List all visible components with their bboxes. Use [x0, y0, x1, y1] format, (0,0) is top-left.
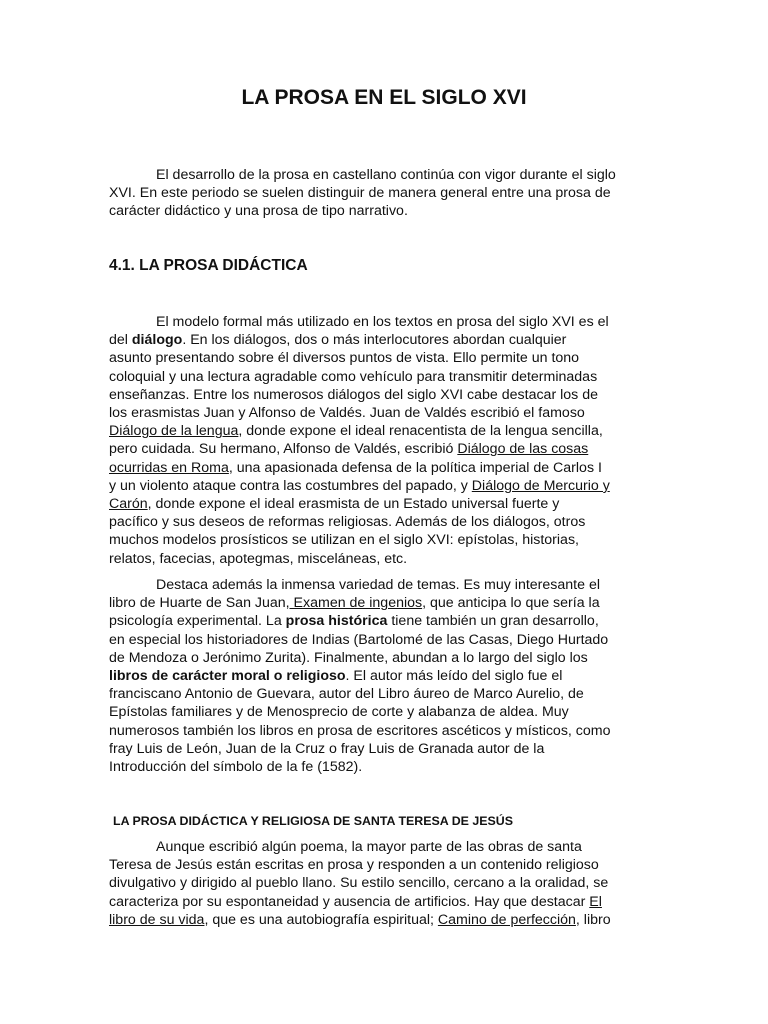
work-title-link[interactable]: libro de su vida: [109, 911, 205, 928]
paragraph-temas: [109, 576, 659, 776]
text-line: coloquial y una lectura agradable como vehículo para transmitir determinadas: [109, 368, 598, 385]
text-line: psicología experimental. La prosa histórica tiene también un gran desarrollo,: [109, 613, 599, 630]
text-line: pacífico y sus deseos de reformas religiosas. Además de los diálogos, otros: [109, 514, 586, 531]
work-title-link[interactable]: Camino de perfección: [437, 911, 576, 928]
text-line: franciscano Antonio de Guevara, autor del Libro áureo de Marco Aurelio, de: [109, 686, 584, 703]
text-line: Carón, donde expone el ideal erasmista de un Estado universal fuerte y: [109, 496, 560, 513]
work-title-link[interactable]: , Examen de ingenios: [285, 595, 423, 612]
work-title-link[interactable]: ocurridas en Roma: [109, 459, 229, 476]
work-title-link[interactable]: Diálogo de Mercurio y: [471, 477, 610, 494]
section-heading-prosa-didactica: 4.1. LA PROSA DIDÁCTICA: [109, 257, 308, 274]
text-line: El desarrollo de la prosa en castellano continúa con vigor durante el siglo: [156, 167, 616, 183]
text-line: libro de Huarte de San Juan, Examen de ingenios, que anticipa lo que sería la: [109, 595, 600, 612]
text-line: carácter didáctico y una prosa de tipo narrativo.: [109, 203, 408, 220]
paragraph-dialogo: [109, 313, 659, 568]
text-line: enseñanzas. Entre los numerosos diálogos del siglo XVI cabe destacar los de: [109, 386, 598, 403]
text-line: Destaca además la inmensa variedad de temas. Es muy interesante el: [156, 577, 600, 593]
paragraph-santa-teresa: [109, 838, 659, 929]
work-title-link[interactable]: Diálogo de la lengua: [109, 423, 239, 440]
text-line: Introducción del símbolo de la fe (1582).: [109, 759, 363, 776]
text-line: del diálogo. En los diálogos, dos o más interlocutores abordan cualquier: [109, 332, 567, 349]
intro-paragraph: [109, 166, 659, 221]
bold-term: diálogo: [131, 332, 183, 349]
text-line: de Mendoza o Jerónimo Zurita). Finalmente, abundan a lo largo del siglo los: [109, 649, 588, 666]
text-line: y un violento ataque contra las costumbres del papado, y Diálogo de Mercurio y: [109, 477, 610, 494]
text-line: los erasmistas Juan y Alfonso de Valdés. Juan de Valdés escribió el famoso: [109, 405, 585, 422]
text-line: Aunque escribió algún poema, la mayor parte de las obras de santa: [156, 839, 582, 855]
text-line: muchos modelos prosísticos se utilizan en el siglo XVI: epístolas, historias,: [109, 532, 579, 549]
work-title-link[interactable]: El: [589, 893, 602, 910]
text-line: libros de carácter moral o religioso. El autor más leído del siglo fue el: [109, 668, 563, 685]
text-line: divulgativo y dirigido al pueblo llano. Su estilo sencillo, cercano a la oralidad, se: [109, 875, 609, 892]
text-line: El modelo formal más utilizado en los textos en prosa del siglo XVI es el: [156, 314, 609, 330]
text-line: caracteriza por su espontaneidad y ausencia de artificios. Hay que destacar El: [109, 893, 602, 910]
text-line: ocurridas en Roma, una apasionada defensa de la política imperial de Carlos I: [109, 459, 602, 476]
text-line: XVI. En este periodo se suelen distinguir de manera general entre una prosa de: [109, 185, 611, 202]
text-line: numerosos también los libros en prosa de escritores ascéticos y místicos, como: [109, 722, 611, 739]
text-line: pero cuidada. Su hermano, Alfonso de Valdés, escribió Diálogo de las cosas: [109, 441, 589, 458]
text-line: libro de su vida, que es una autobiografía espiritual; Camino de perfección, libro: [109, 911, 611, 928]
text-line: Diálogo de la lengua, donde expone el ideal renacentista de la lengua sencilla,: [109, 423, 603, 440]
text-line: fray Luis de León, Juan de la Cruz o fray Luis de Granada autor de la: [109, 740, 545, 757]
text-line: Teresa de Jesús están escritas en prosa y responden a un contenido religioso: [109, 857, 599, 874]
text-line: asunto presentando sobre él diversos puntos de vista. Ello permite un tono: [109, 350, 580, 367]
text-line: Epístolas familiares y de Menosprecio de corte y alabanza de aldea. Muy: [109, 704, 569, 721]
text-line: relatos, facecias, apotegmas, misceláneas, etc.: [109, 550, 408, 567]
bold-term: prosa histórica: [285, 613, 388, 630]
work-title-link[interactable]: Diálogo de las cosas: [457, 441, 589, 458]
section-heading-santa-teresa: LA PROSA DIDÁCTICA Y RELIGIOSA DE SANTA TERESA DE JESÚS: [113, 814, 513, 828]
work-title-link[interactable]: Carón: [109, 496, 148, 513]
text-line: en especial los historiadores de Indias (Bartolomé de las Casas, Diego Hurtado: [109, 631, 609, 648]
bold-term: libros de carácter moral o religioso: [109, 668, 346, 685]
page-title: LA PROSA EN EL SIGLO XVI: [241, 86, 527, 109]
